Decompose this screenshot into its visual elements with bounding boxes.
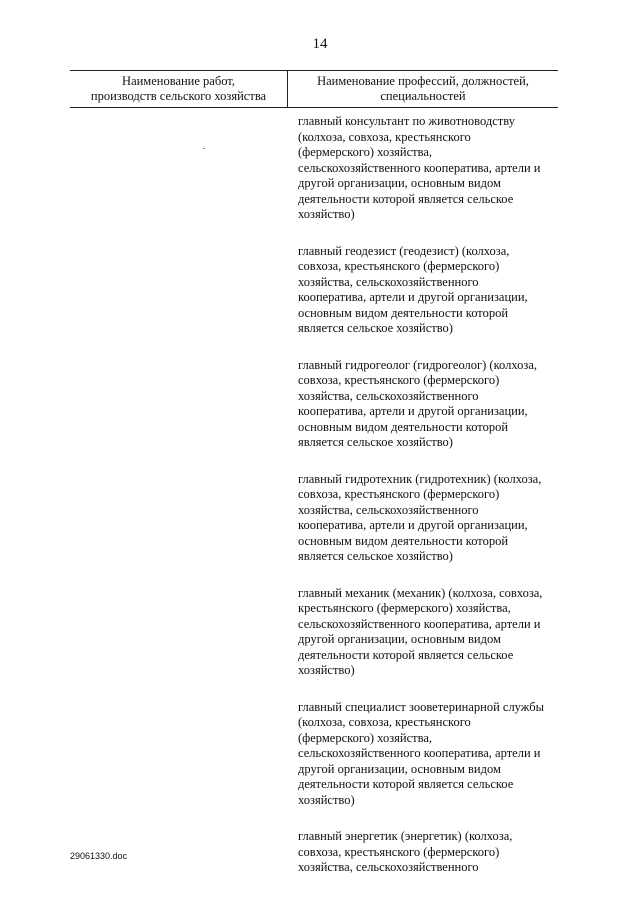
profession-entry-line: главный специалист зооветеринарной службы	[298, 699, 545, 714]
profession-entry-line: главный геодезист (геодезист) (колхоза,	[298, 243, 510, 258]
profession-entry-line: хозяйства, сельскохозяйственного	[298, 860, 479, 874]
profession-entry	[298, 700, 568, 809]
profession-entry	[298, 358, 568, 451]
profession-entry-line: основным видом деятельности которой	[298, 533, 509, 548]
page-number: 14	[312, 36, 328, 52]
profession-entry	[298, 114, 568, 223]
profession-entry-line: главный гидротехник (гидротехник) (колхоза,	[298, 471, 542, 486]
profession-entry-line: (колхоза, совхоза, крестьянского	[298, 129, 471, 144]
header-professions-line-2: специальностей	[380, 89, 466, 103]
table-header	[70, 70, 558, 108]
profession-entry-line: деятельности которой является сельское	[298, 191, 514, 206]
profession-entry-line: хозяйства, сельскохозяйственного	[298, 388, 479, 403]
profession-entry	[298, 244, 568, 337]
profession-entry-line: совхоза, крестьянского (фермерского)	[298, 373, 500, 387]
profession-entry-line: кооператива, артели и другой организации,	[298, 404, 528, 418]
header-works-column	[70, 71, 288, 107]
profession-entry-line: хозяйства, сельскохозяйственного	[298, 502, 479, 517]
profession-entry-line: деятельности которой является сельское	[298, 647, 514, 662]
profession-entry-line: деятельности которой является сельское	[298, 777, 514, 791]
profession-entry	[298, 472, 568, 565]
profession-entry-line: крестьянского (фермерского) хозяйства,	[298, 601, 511, 615]
header-works-line-2: производств сельского хозяйства	[90, 89, 267, 103]
profession-entry-line: хозяйство)	[298, 792, 355, 807]
profession-entry-line: главный консультант по животноводству	[298, 114, 515, 128]
profession-entry-line: хозяйство)	[298, 663, 355, 677]
profession-entry-line: хозяйство)	[298, 207, 355, 221]
profession-entry-line: основным видом деятельности которой	[298, 305, 509, 320]
footer-filename: 29061330.doc	[70, 851, 128, 861]
profession-entry-line: хозяйства, сельскохозяйственного	[298, 274, 479, 289]
profession-list	[298, 114, 568, 897]
profession-entry-line: другой организации, основным видом	[298, 632, 501, 646]
header-professions-line-1: Наименование профессий, должностей,	[317, 74, 529, 88]
profession-entry-line: кооператива, артели и другой организации,	[298, 290, 528, 304]
profession-entry-line: сельскохозяйственного кооператива, артели и	[298, 160, 541, 175]
profession-entry-line: главный энергетик (энергетик) (колхоза,	[298, 829, 513, 843]
profession-entry-line: сельскохозяйственного кооператива, артели и	[298, 746, 541, 760]
profession-entry	[298, 829, 568, 876]
profession-entry-line: главный механик (механик) (колхоза, совхоза,	[298, 585, 543, 600]
profession-entry-line: совхоза, крестьянского (фермерского)	[298, 259, 500, 273]
profession-entry-line: является сельское хозяйство)	[298, 549, 453, 563]
profession-entry	[298, 586, 568, 679]
profession-entry-line: (фермерского) хозяйства,	[298, 730, 432, 745]
profession-entry-line: является сельское хозяйство)	[298, 321, 453, 335]
profession-entry-line: другой организации, основным видом	[298, 176, 501, 190]
profession-entry-line: основным видом деятельности которой	[298, 419, 509, 434]
header-professions-column	[288, 71, 558, 107]
profession-entry-line: другой организации, основным видом	[298, 761, 501, 776]
profession-entry-line: сельскохозяйственного кооператива, артели и	[298, 616, 541, 631]
profession-entry-line: (колхоза, совхоза, крестьянского	[298, 715, 471, 729]
profession-entry-line: совхоза, крестьянского (фермерского)	[298, 487, 500, 501]
scan-speck	[203, 148, 205, 149]
profession-entry-line: (фермерского) хозяйства,	[298, 145, 432, 159]
header-works-line-1: Наименование работ,	[122, 74, 235, 88]
profession-entry-line: является сельское хозяйство)	[298, 435, 453, 449]
profession-entry-line: главный гидрогеолог (гидрогеолог) (колхоза,	[298, 357, 537, 372]
profession-entry-line: совхоза, крестьянского (фермерского)	[298, 844, 500, 859]
profession-entry-line: кооператива, артели и другой организации,	[298, 518, 528, 532]
